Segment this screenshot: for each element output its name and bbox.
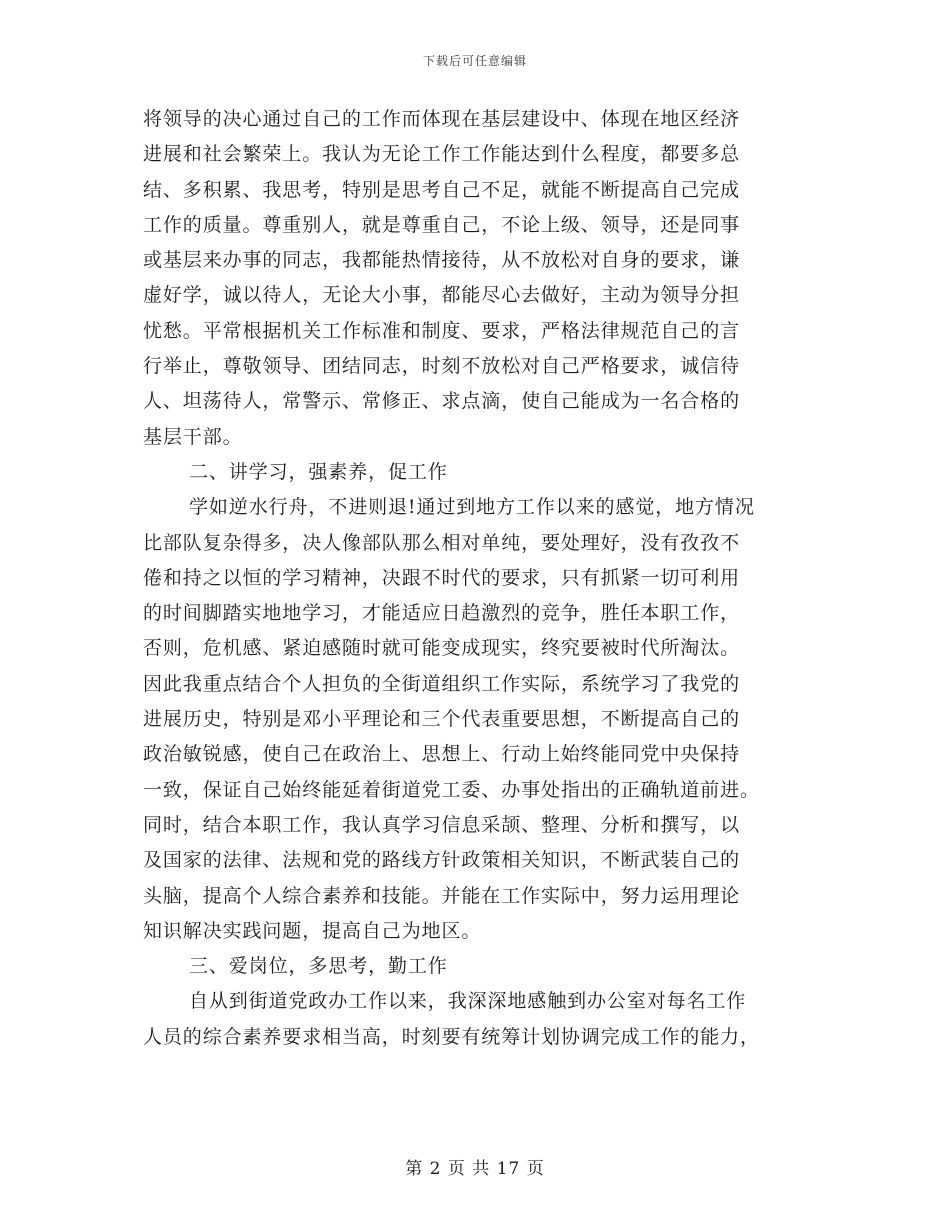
text-line: 因此我重点结合个人担负的全街道组织工作实际，系统学习了我党的 [143, 672, 741, 695]
page-footer: 第 2 页 共 17 页 [405, 1159, 545, 1179]
text-line: 及国家的法律、法规和党的路线方针政策相关知识，不断武装自己的 [143, 849, 741, 872]
paragraph-start-line: 学如逆水行舟，不进则退!通过到地方工作以来的感觉，地方情况 [189, 496, 755, 519]
text-line: 结、多积累、我思考，特别是思考自己不足，就能不断提高自己完成 [143, 178, 741, 201]
text-line: 的时间脚踏实地地学习，才能适应日趋激烈的竞争，胜任本职工作， [143, 602, 741, 625]
text-line: 进展历史，特别是邓小平理论和三个代表重要思想，不断提高自己的 [143, 708, 741, 731]
text-line: 一致，保证自己始终能延着街道党工委、办事处指出的正确轨道前进。 [143, 778, 760, 801]
text-line: 人员的综合素养要求相当高，时刻要有统筹计划协调完成工作的能力， [143, 1025, 760, 1048]
text-line: 头脑，提高个人综合素养和技能。并能在工作实际中，努力运用理论 [143, 884, 741, 907]
text-line: 倦和持之以恒的学习精神，决跟不时代的要求，只有抓紧一切可利用 [143, 566, 741, 589]
text-line: 知识解决实践问题，提高自己为地区。 [143, 919, 482, 942]
paragraph-start-line: 自从到街道党政办工作以来，我深深地感触到办公室对每名工作 [189, 990, 747, 1013]
text-line: 或基层来办事的同志，我都能热情接待，从不放松对自身的要求，谦 [143, 249, 741, 272]
text-line: 比部队复杂得多，决人像部队那么相对单纯，要处理好，没有孜孜不 [143, 531, 741, 554]
text-line: 工作的质量。尊重别人，就是尊重自己，不论上级、领导，还是同事 [143, 213, 741, 236]
text-line: 虚好学，诚以待人，无论大小事，都能尽心去做好，主动为领导分担 [143, 284, 741, 307]
text-line: 同时，结合本职工作，我认真学习信息采颉、整理、分析和撰写，以 [143, 813, 741, 836]
text-line: 政治敏锐感，使自己在政治上、思想上、行动上始终能同党中央保持 [143, 743, 741, 766]
text-line: 行举止，尊敬领导、团结同志，时刻不放松对自己严格要求，诚信待 [143, 355, 741, 378]
page-header: 下载后可任意编辑 [422, 54, 527, 68]
paragraph-start-line: 二、讲学习，强素养，促工作 [189, 460, 448, 483]
text-line: 将领导的决心通过自己的工作而体现在基层建设中、体现在地区经济 [143, 108, 741, 130]
text-line: 基层干部。 [143, 425, 243, 448]
text-line: 人、坦荡待人，常警示、常修正、求点滴，使自己能成为一名合格的 [143, 390, 741, 413]
text-line: 忧愁。平常根据机关工作标准和制度、要求，严格法律规范自己的言 [143, 319, 741, 342]
text-line: 否则，危机感、紧迫感随时就可能变成现实，终究要被时代所淘汰。 [143, 637, 741, 660]
paragraph-start-line: 三、爱岗位，多思考，勤工作 [189, 955, 448, 978]
text-line: 进展和社会繁荣上。我认为无论工作工作能达到什么程度，都要多总 [143, 143, 741, 166]
document-body [143, 102, 807, 1055]
